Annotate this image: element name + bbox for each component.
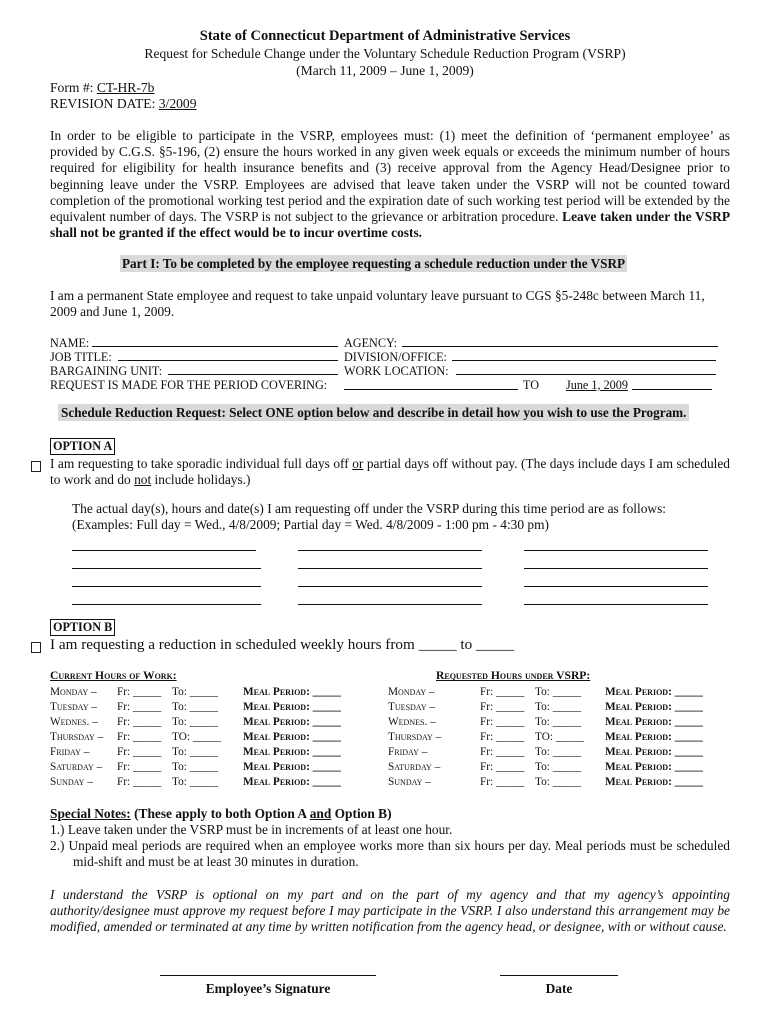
- requested-day-label: Saturday –: [388, 761, 441, 773]
- option-a-or: or: [352, 456, 364, 471]
- name-field-label: NAME:: [50, 336, 90, 350]
- option-a-entry-line[interactable]: [524, 550, 708, 551]
- option-b-checkbox[interactable]: [31, 642, 41, 653]
- current-to-field[interactable]: TO: _____: [172, 731, 222, 743]
- current-from-field[interactable]: Fr: _____: [117, 776, 162, 788]
- requested-day-label: Thursday –: [388, 731, 442, 743]
- part-one-heading: [120, 256, 627, 272]
- option-b-label: OPTION B: [50, 619, 115, 636]
- form-title: State of Connecticut Department of Administrative Services: [199, 28, 571, 44]
- special-note-1: 1.) Leave taken under the VSRP must be in increments of at least one hour.: [50, 822, 453, 837]
- option-a-entry-line[interactable]: [524, 604, 708, 605]
- requested-from-field[interactable]: Fr: _____: [480, 761, 525, 773]
- special-note-2: 2.) Unpaid meal periods are required when an employee works more than six hours per day. Meal periods must be scheduled mid-shift and must be at least 30 minutes in duration.: [50, 838, 730, 869]
- option-a-label: OPTION A: [50, 438, 115, 455]
- employee-signature-label: Employee’s Signature: [205, 981, 331, 996]
- option-a-entry-line[interactable]: [524, 568, 708, 569]
- option-a-entry-line[interactable]: [298, 604, 482, 605]
- agency-input-line[interactable]: [402, 346, 718, 347]
- option-a-detail-2: (Examples: Full day = Wed., 4/8/2009; Partial day = Wed. 4/8/2009 - 1:00 pm - 4:30 pm): [72, 517, 549, 532]
- requested-meal-period-field[interactable]: Meal Period: _____: [605, 776, 703, 788]
- job-title-field-label: JOB TITLE:: [50, 350, 112, 364]
- special-notes-title: Special Notes:: [50, 806, 131, 821]
- requested-meal-period-field[interactable]: Meal Period: _____: [605, 761, 703, 773]
- special-notes-scope-2: Option B): [331, 806, 392, 821]
- current-to-field[interactable]: To: _____: [172, 716, 218, 728]
- name-input-line[interactable]: [92, 346, 338, 347]
- option-a-entry-line[interactable]: [298, 586, 482, 587]
- eligibility-text: In order to be eligible to participate in the VSRP, employees must: (1) meet the definition of ‘permanent employee’ as provided by C.G.S. §5-196, (2) ensure the hours worked in any given week equals or exceeds the minimum number of hours required for eligibility for health insurance benefits and (3) receive approval from the Agency Head/Designee prior to beginning leave under the VSRP. Employees are advised that leave taken under the VSRP will not be counted toward completion of the promotional working test period and the expiration date of such working test period will be extended by the equivalent number of days. The VSRP is not subject to the grievance or arbitration procedure.: [50, 128, 730, 225]
- requested-meal-period-field[interactable]: Meal Period: _____: [605, 716, 703, 728]
- requested-meal-period-field[interactable]: Meal Period: _____: [605, 731, 703, 743]
- form-number-value: CT-HR-7b: [96, 80, 155, 95]
- date-label: Date: [545, 981, 573, 996]
- current-day-label: Monday –: [50, 686, 97, 698]
- requested-day-label: Tuesday –: [388, 701, 436, 713]
- form-subtitle: Request for Schedule Change under the Voluntary Schedule Reduction Program (VSRP): [144, 46, 626, 61]
- period-to-label: TO: [523, 378, 540, 392]
- division-field-label: DIVISION/OFFICE:: [344, 350, 447, 364]
- option-a-entry-line[interactable]: [72, 550, 256, 551]
- current-to-field[interactable]: To: _____: [172, 686, 218, 698]
- date-line[interactable]: [500, 975, 618, 976]
- work-location-input-line[interactable]: [456, 374, 716, 375]
- requested-day-label: Sunday –: [388, 776, 431, 788]
- current-meal-period-field[interactable]: Meal Period: _____: [243, 776, 341, 788]
- special-notes-and: and: [309, 806, 332, 821]
- option-a-detail-1: The actual day(s), hours and date(s) I am requesting off under the VSRP during this time period are as follows:: [72, 501, 667, 516]
- revision-date: [50, 96, 197, 112]
- requested-meal-period-field[interactable]: Meal Period: _____: [605, 746, 703, 758]
- requested-from-field[interactable]: Fr: _____: [480, 746, 525, 758]
- requested-meal-period-field[interactable]: Meal Period: _____: [605, 686, 703, 698]
- agency-field-label: AGENCY:: [344, 336, 398, 350]
- requested-to-field[interactable]: To: _____: [535, 746, 581, 758]
- revision-date-value: 3/2009: [158, 96, 197, 111]
- current-from-field[interactable]: Fr: _____: [117, 686, 162, 698]
- requested-to-field[interactable]: To: _____: [535, 776, 581, 788]
- current-from-field[interactable]: Fr: _____: [117, 716, 162, 728]
- special-notes-heading: [50, 806, 392, 822]
- current-day-label: Friday –: [50, 746, 90, 758]
- option-a-entry-line[interactable]: [72, 586, 261, 587]
- current-from-field[interactable]: Fr: _____: [117, 761, 162, 773]
- eligibility-paragraph: [50, 128, 730, 241]
- bargaining-unit-field-label: BARGAINING UNIT:: [50, 364, 163, 378]
- current-meal-period-field[interactable]: Meal Period: _____: [243, 731, 341, 743]
- option-a-entry-line[interactable]: [72, 568, 261, 569]
- schedule-reduction-heading: [58, 405, 689, 421]
- current-meal-period-field[interactable]: Meal Period: _____: [243, 746, 341, 758]
- part-one-heading-text: Part I: To be completed by the employee requesting a schedule reduction under the VSRP: [122, 256, 626, 271]
- option-a-entry-line[interactable]: [72, 604, 261, 605]
- requested-from-field[interactable]: Fr: _____: [480, 776, 525, 788]
- requested-from-field[interactable]: Fr: _____: [480, 731, 525, 743]
- period-end-date: June 1, 2009: [566, 378, 628, 392]
- option-a-entry-line[interactable]: [524, 586, 708, 587]
- requested-to-field[interactable]: To: _____: [535, 716, 581, 728]
- employee-signature-line[interactable]: [160, 975, 376, 976]
- period-start-input-line[interactable]: [344, 389, 518, 390]
- current-to-field[interactable]: To: _____: [172, 746, 218, 758]
- current-day-label: Wednes. –: [50, 716, 98, 728]
- current-from-field[interactable]: Fr: _____: [117, 701, 162, 713]
- requested-to-field[interactable]: To: _____: [535, 701, 581, 713]
- employee-statement: I am a permanent State employee and request to take unpaid voluntary leave pursuant to CGS §5-248c between March 11, 2009 and June 1, 2009.: [50, 288, 705, 319]
- division-input-line[interactable]: [452, 360, 716, 361]
- requested-hours-heading: Requested Hours under VSRP:: [436, 669, 591, 682]
- requested-from-field[interactable]: Fr: _____: [480, 701, 525, 713]
- requested-meal-period-field[interactable]: Meal Period: _____: [605, 701, 703, 713]
- overtime-warning: Leave taken under the VSRP shall not be granted if the effect would be to incur overtime costs.: [50, 209, 731, 241]
- bargaining-unit-input-line[interactable]: [168, 374, 338, 375]
- job-title-input-line[interactable]: [118, 360, 338, 361]
- current-day-label: Thursday –: [50, 731, 104, 743]
- current-day-label: Saturday –: [50, 761, 103, 773]
- requested-to-field[interactable]: To: _____: [535, 761, 581, 773]
- option-a-checkbox[interactable]: [31, 461, 41, 472]
- current-day-label: Tuesday –: [50, 701, 98, 713]
- requested-day-label: Wednes. –: [388, 716, 436, 728]
- option-a-description: [50, 456, 730, 489]
- period-field-label: REQUEST IS MADE FOR THE PERIOD COVERING:: [50, 378, 328, 392]
- program-dates: (March 11, 2009 – June 1, 2009): [296, 63, 474, 78]
- revision-date-label: REVISION DATE:: [50, 96, 159, 111]
- requested-from-field[interactable]: Fr: _____: [480, 686, 525, 698]
- current-meal-period-field[interactable]: Meal Period: _____: [243, 701, 341, 713]
- current-meal-period-field[interactable]: Meal Period: _____: [243, 761, 341, 773]
- requested-day-label: Monday –: [388, 686, 435, 698]
- acknowledgement-paragraph: I understand the VSRP is optional on my part and on the part of my agency and that my agency’s appointing authority/designee must approve my request before I may participate in the VSRP. I also understand this arrangement may be modified, amended or terminated at any time by written notification from the agency head, or designee, with or without cause.: [50, 887, 730, 935]
- current-to-field[interactable]: To: _____: [172, 701, 218, 713]
- work-location-field-label: WORK LOCATION:: [344, 364, 449, 378]
- option-b-description: I am requesting a reduction in scheduled weekly hours from _____ to _____: [50, 636, 514, 653]
- current-to-field[interactable]: To: _____: [172, 776, 218, 788]
- current-from-field[interactable]: Fr: _____: [117, 731, 162, 743]
- form-number-label: Form #:: [50, 80, 97, 95]
- form-number: [50, 80, 154, 96]
- option-a-text-3: include holidays.): [151, 472, 251, 488]
- option-a-entry-line[interactable]: [298, 550, 482, 551]
- option-a-entry-line[interactable]: [298, 568, 482, 569]
- current-to-field[interactable]: To: _____: [172, 761, 218, 773]
- period-end-input-line: [632, 389, 712, 390]
- schedule-reduction-heading-text: Schedule Reduction Request: Select ONE option below and describe in detail how you wish to use the Program.: [58, 404, 689, 421]
- option-a-text-2: partial days off without pay. (The days include days I am scheduled to work and do: [50, 456, 730, 488]
- requested-day-label: Friday –: [388, 746, 428, 758]
- current-from-field[interactable]: Fr: _____: [117, 746, 162, 758]
- option-a-text-1: I am requesting to take sporadic individual full days off: [50, 456, 353, 471]
- requested-from-field[interactable]: Fr: _____: [480, 716, 525, 728]
- special-notes-scope-1: (These apply to both Option A: [130, 806, 310, 821]
- current-day-label: Sunday –: [50, 776, 93, 788]
- current-meal-period-field[interactable]: Meal Period: _____: [243, 686, 341, 698]
- requested-to-field[interactable]: TO: _____: [535, 731, 585, 743]
- current-meal-period-field[interactable]: Meal Period: _____: [243, 716, 341, 728]
- option-a-not: not: [134, 472, 152, 488]
- current-hours-heading: Current Hours of Work:: [50, 669, 177, 682]
- requested-to-field[interactable]: To: _____: [535, 686, 581, 698]
